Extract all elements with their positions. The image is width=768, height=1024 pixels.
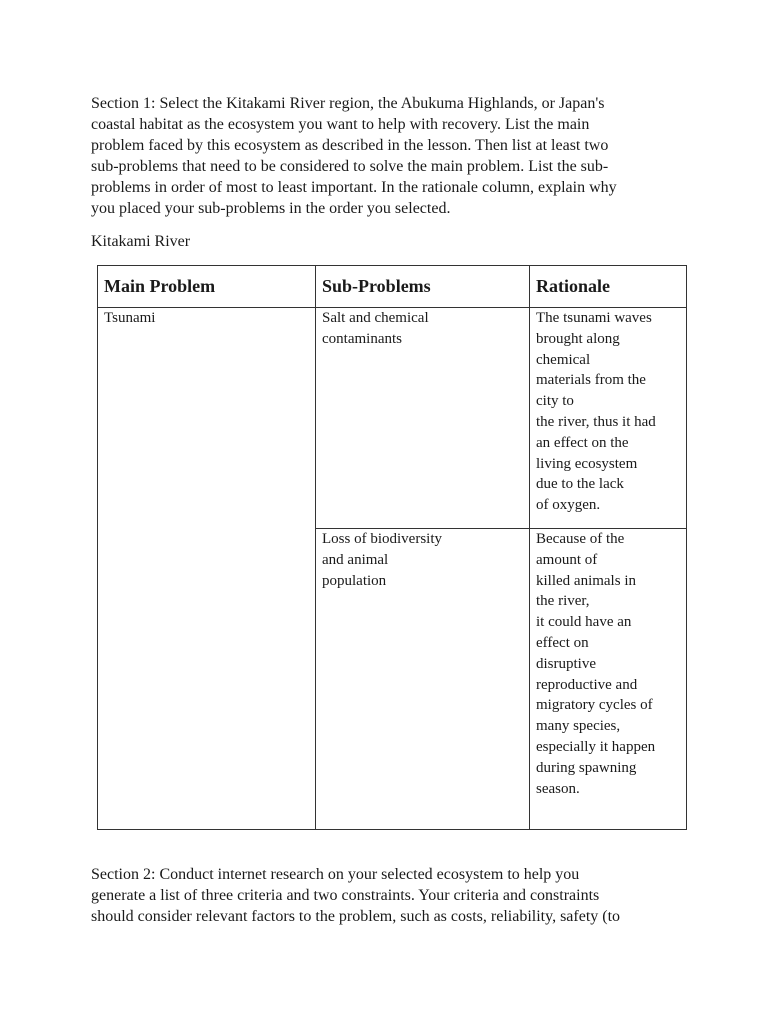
selected-region-label: Kitakami River [91, 233, 191, 250]
problems-table [97, 265, 687, 830]
table-header-row [98, 266, 687, 308]
header-sub-problems: Sub-Problems [316, 266, 530, 308]
section-1-instructions: Section 1: Select the Kitakami River region, the Abukuma Highlands, or Japan's coastal habitat as the ecosystem you want to help with recovery. List the main problem faced by this ecosystem as described in the lesson. Then list at least two sub-problems that need to be considered to solve the main problem. List the sub- problems in order of most to least important. In the rationale column, explain why you placed your sub-problems in the order you selected. [91, 95, 617, 217]
table-row [98, 308, 687, 529]
rationale-cell: The tsunami waves brought along chemical materials from the city to the river, thus it had an effect on the living ecosystem due to the lack of oxygen. [530, 308, 687, 529]
main-problem-cell: Tsunami [98, 308, 316, 830]
header-rationale: Rationale [530, 266, 687, 308]
rationale-cell: Because of the amount of killed animals in the river, it could have an effect on disruptive reproductive and migratory cycles of many species, especially it happen during spawning season. [530, 529, 687, 830]
header-main-problem: Main Problem [98, 266, 316, 308]
sub-problem-cell: Loss of biodiversity and animal population [316, 529, 530, 830]
section-2-instructions: Section 2: Conduct internet research on your selected ecosystem to help you generate a list of three criteria and two constraints. Your criteria and constraints should consider relevant factors to the problem, such as costs, reliability, safety (to [91, 866, 621, 925]
sub-problem-cell: Salt and chemical contaminants [316, 308, 530, 529]
